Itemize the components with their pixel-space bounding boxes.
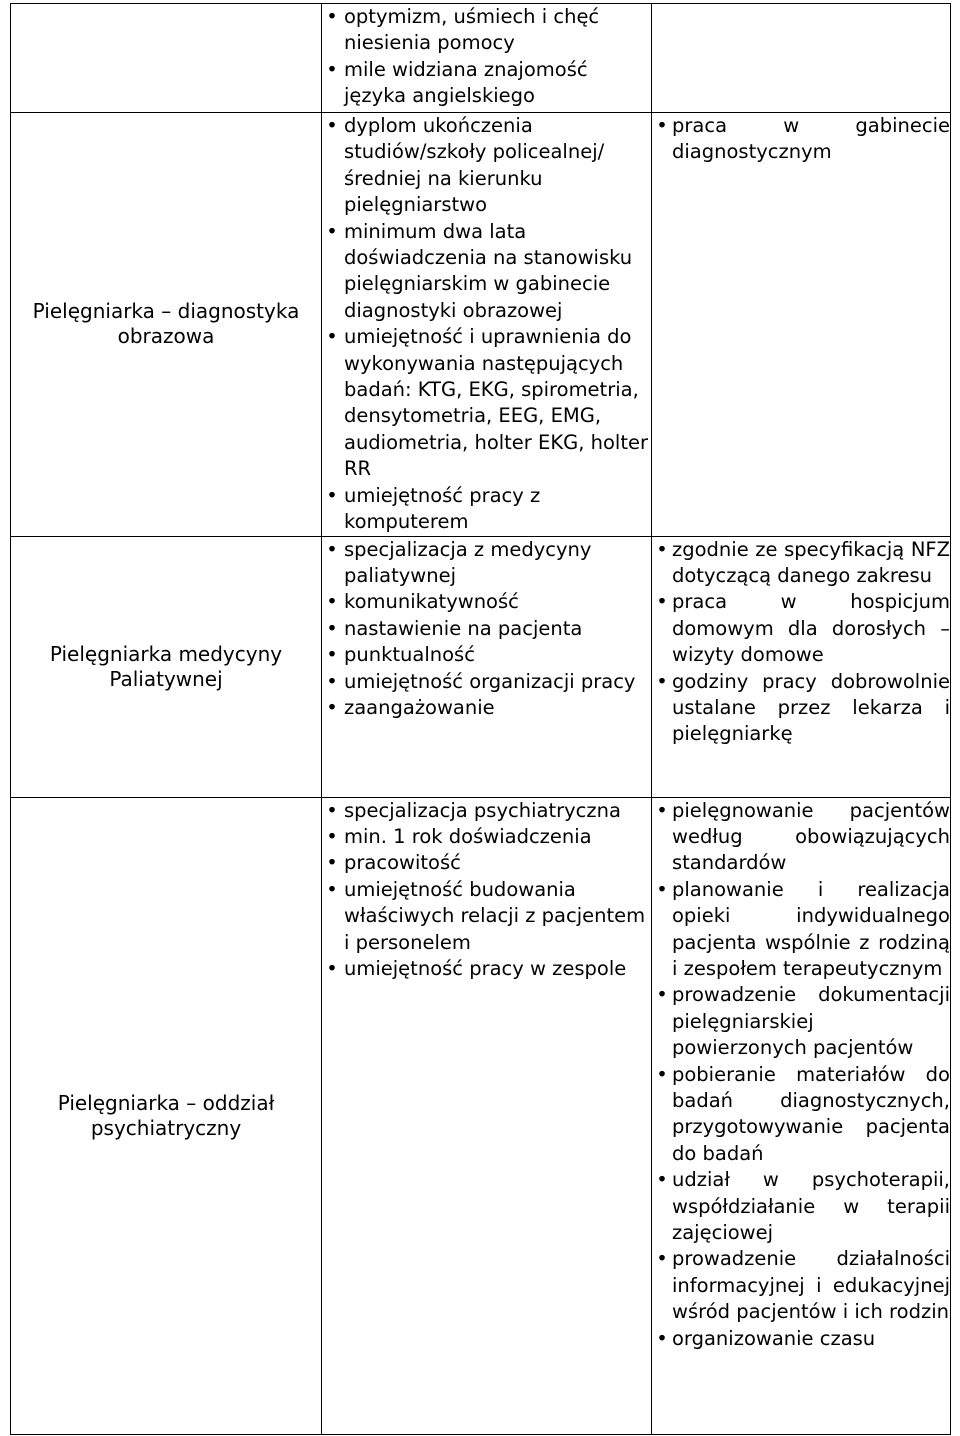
list-item — [322, 57, 651, 110]
bullet-icon: • — [656, 983, 668, 1007]
bullet-icon: • — [656, 798, 668, 822]
list-item-text: prowadzenie działalności informacyjnej i edukacyjnej wśród pacjentów i ich rodzin — [672, 1247, 950, 1324]
bullet-icon: • — [326, 483, 338, 507]
bullet-icon: • — [656, 590, 668, 614]
duties-cell — [652, 4, 951, 113]
requirements-cell — [322, 4, 652, 113]
bullet-icon: • — [656, 1168, 668, 1192]
list-item — [322, 642, 651, 668]
bullet-icon: • — [326, 219, 338, 243]
list-item-text: pracowitość — [344, 851, 461, 875]
bullet-icon: • — [326, 956, 338, 980]
list-item-text: planowanie i realizacja opieki indywidualnego pacjenta wspólnie z rodziną i zespołem terapeutycznym — [672, 877, 950, 980]
list-item — [652, 798, 950, 877]
bullet-icon: • — [326, 5, 338, 28]
bullet-icon: • — [326, 57, 338, 81]
position-title: Pielęgniarka medycyny Paliatywnej — [49, 641, 283, 691]
bullet-icon: • — [326, 695, 338, 719]
list-item — [322, 850, 651, 876]
requirements-list — [322, 4, 651, 110]
list-item — [652, 982, 950, 1061]
list-item — [322, 616, 651, 642]
list-item — [322, 824, 651, 850]
list-item — [322, 483, 651, 536]
bullet-icon: • — [326, 824, 338, 848]
requirements-list — [322, 113, 651, 536]
list-item-text: punktualność — [344, 643, 475, 667]
list-item-text: umiejętność i uprawnienia do wykonywania następujących badań: KTG, EKG, spirometria, densytometria, EEG, EMG, audiometria, holter EKG, holter RR — [344, 325, 649, 481]
bullet-icon: • — [656, 1062, 668, 1086]
list-item-text: minimum dwa lata doświadczenia na stanowisku pielęgniarskim w gabinecie diagnostyki obrazowej — [344, 219, 633, 322]
list-item-text: mile widziana znajomość języka angielskiego — [344, 57, 588, 108]
list-item-text: pielęgnowanie pacjentów według obowiązujących standardów — [672, 798, 950, 875]
bullet-icon: • — [326, 798, 338, 822]
bullet-icon: • — [656, 537, 668, 561]
list-item — [652, 1062, 950, 1168]
bullet-icon: • — [326, 114, 338, 137]
list-item-text: nastawienie na pacjenta — [344, 616, 583, 640]
table-row — [11, 797, 951, 1434]
table-row — [11, 536, 951, 797]
list-item-text: prowadzenie dokumentacji pielęgniarskiej powierzonych pacjentów — [672, 983, 950, 1060]
bullet-icon: • — [656, 1247, 668, 1271]
list-item — [322, 4, 651, 57]
list-item-text: komunikatywność — [344, 590, 519, 614]
list-item-text: organizowanie czasu — [672, 1326, 876, 1350]
bullet-icon: • — [656, 669, 668, 693]
list-item-text: min. 1 rok doświadczenia — [344, 824, 592, 848]
duties-list — [652, 798, 950, 1353]
position-cell — [11, 536, 322, 797]
position-title: Pielęgniarka – oddział psychiatryczny — [57, 1090, 275, 1140]
requirements-cell — [322, 536, 652, 797]
list-item — [652, 1246, 950, 1325]
bullet-icon: • — [326, 669, 338, 693]
list-item — [652, 589, 950, 668]
list-item-text: specjalizacja z medycyny paliatywnej — [344, 537, 592, 587]
list-item — [322, 669, 651, 695]
requirements-list — [322, 537, 651, 722]
list-item-text: umiejętność pracy w zespole — [344, 956, 627, 980]
table-row — [11, 4, 951, 113]
table-row — [11, 113, 951, 537]
duties-cell — [652, 113, 951, 537]
list-item — [652, 877, 950, 983]
list-item-text: pobieranie materiałów do badań diagnostycznych, przygotowywanie pacjenta do badań — [672, 1062, 950, 1165]
duties-list — [652, 113, 950, 166]
duties-cell — [652, 797, 951, 1434]
list-item — [652, 113, 950, 166]
list-item — [322, 695, 651, 721]
list-item — [322, 219, 651, 325]
list-item-text: godziny pracy dobrowolnie ustalane przez lekarza i pielęgniarkę — [672, 669, 950, 746]
list-item — [322, 324, 651, 482]
bullet-icon: • — [326, 537, 338, 561]
position-cell — [11, 797, 322, 1434]
bullet-icon: • — [326, 325, 338, 349]
bullet-icon: • — [656, 1326, 668, 1350]
list-item — [652, 1326, 950, 1352]
list-item-text: praca w gabinecie diagnostycznym — [672, 114, 950, 164]
job-offers-table — [10, 3, 951, 1435]
duties-list — [652, 537, 950, 748]
bullet-icon: • — [656, 114, 668, 137]
list-item — [652, 669, 950, 748]
list-item — [322, 113, 651, 219]
list-item — [322, 956, 651, 982]
duties-cell — [652, 536, 951, 797]
bullet-icon: • — [326, 877, 338, 901]
requirements-cell — [322, 797, 652, 1434]
list-item-text: dyplom ukończenia studiów/szkoły policealnej/średniej na kierunku pielęgniarstwo — [344, 114, 605, 217]
list-item — [322, 798, 651, 824]
list-item-text: umiejętność budowania właściwych relacji z pacjentem i personelem — [344, 877, 646, 954]
position-cell — [11, 4, 322, 113]
list-item-text: umiejętność organizacji pracy — [344, 669, 636, 693]
list-item — [652, 1167, 950, 1246]
position-title: Pielęgniarka – diagnostyka obrazowa — [32, 299, 300, 349]
list-item — [652, 537, 950, 590]
bullet-icon: • — [326, 616, 338, 640]
list-item-text: specjalizacja psychiatryczna — [344, 798, 621, 822]
list-item-text: udział w psychoterapii, współdziałanie w terapii zajęciowej — [672, 1168, 950, 1244]
list-item-text: umiejętność pracy z komputerem — [344, 483, 541, 534]
requirements-list — [322, 798, 651, 983]
list-item-text: optymizm, uśmiech i chęć niesienia pomocy — [344, 5, 600, 55]
bullet-icon: • — [326, 851, 338, 875]
list-item — [322, 877, 651, 956]
bullet-icon: • — [326, 643, 338, 667]
list-item-text: zgodnie ze specyfikacją NFZ dotyczącą danego zakresu — [672, 537, 950, 587]
bullet-icon: • — [326, 590, 338, 614]
position-title — [11, 4, 321, 112]
list-item — [322, 589, 651, 615]
list-item — [322, 537, 651, 590]
list-item-text: praca w hospicjum domowym dla dorosłych – wizyty domowe — [672, 590, 950, 667]
list-item-text: zaangażowanie — [344, 695, 495, 719]
position-cell — [11, 113, 322, 537]
bullet-icon: • — [656, 877, 668, 901]
requirements-cell — [322, 113, 652, 537]
